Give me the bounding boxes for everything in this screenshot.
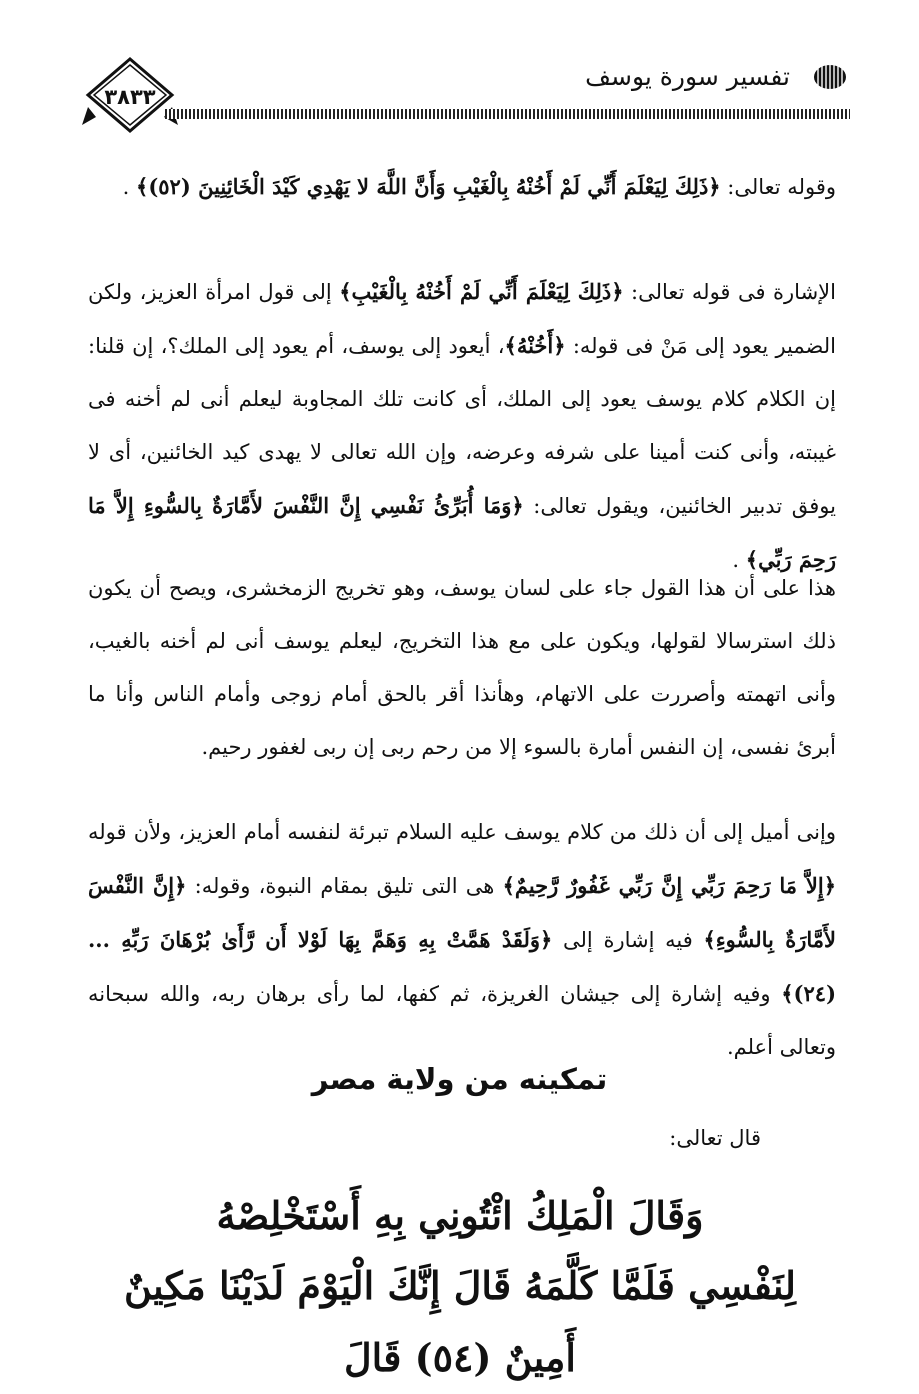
intro-line: قال تعالى: — [669, 1126, 761, 1150]
text-segment: . — [122, 175, 137, 199]
text-segment: فيه إشارة إلى — [552, 928, 704, 952]
quran-quote: ﴿إِنَّ النَّفْسَ لأَمَّارَةٌ بِالسُّوءِ﴾ — [88, 873, 836, 952]
paragraph-1 — [88, 160, 836, 214]
text-segment: وقوله تعالى: — [720, 175, 836, 199]
paragraph-2 — [88, 265, 836, 587]
running-title: تفسير سورة يوسف — [585, 62, 790, 91]
page-number: ٣٨٣٣ — [104, 85, 156, 109]
header-rule — [165, 109, 850, 119]
quran-quote: ﴿ذَلِكَ لِيَعْلَمَ أَنِّي لَمْ أَخُنْهُ بِالْغَيْبِ﴾ — [339, 279, 624, 304]
flower-ornament-icon — [810, 63, 850, 91]
page-header — [80, 55, 850, 135]
quran-quote: ﴿ذَلِكَ لِيَعْلَمَ أَنِّي لَمْ أَخُنْهُ بِالْغَيْبِ وَأَنَّ اللَّهَ لا يَهْدِي كَيْدَ الْخَائِنِينَ (٥٢)﴾ — [136, 174, 721, 199]
quran-quote: ﴿وَلَقَدْ هَمَّتْ بِهِ وَهَمَّ بِهَا لَوْلا أَن رَّأَىٰ بُرْهَانَ رَبِّهِ ... (٢٤)﴾ — [88, 927, 836, 1006]
text-segment: . — [732, 548, 746, 572]
quran-quote: ﴿إِلاَّ مَا رَحِمَ رَبِّي إِنَّ رَبِّي غَفُورٌ رَّحِيمٌ﴾ — [502, 873, 836, 898]
text-segment: ، أيعود إلى يوسف، أم يعود إلى الملك؟، إن قلنا: إن الكلام كلام يوسف يعود إلى الملك، أى كانت تلك المجاوبة ليعلم أنى لم أخنه فى غيبته، وأنى كنت أمينا على شرفه وعرضه، وإن الله تعالى لا يهدى كيد الخائنين، أى لا يوفق تدبير الخائنين، ويقول تعالى: — [88, 334, 836, 518]
quran-quote: ﴿أَخُنْهُ﴾ — [504, 333, 566, 358]
text-segment: إلى قول امرأة العزيز، ولكن الضمير يعود إلى مَنْ فى قوله: — [88, 280, 836, 358]
text-segment: هى التى تليق بمقام النبوة، وقوله: — [186, 874, 503, 898]
paragraph-3 — [88, 562, 836, 774]
verse-line-1: وَقَالَ الْمَلِكُ ائْتُونِي بِهِ أَسْتَخْلِصْهُ — [216, 1193, 704, 1238]
text-segment: وفيه إشارة إلى جيشان الغريزة، ثم كفها، لما رأى برهان ربه، والله سبحانه وتعالى أعلم. — [88, 982, 836, 1059]
text-segment: الإشارة فى قوله تعالى: — [623, 280, 836, 304]
verse-line-2: لِنَفْسِي فَلَمَّا كَلَّمَهُ قَالَ إِنَّكَ الْيَوْمَ لَدَيْنَا مَكِينٌ أَمِينٌ (٥٤) قَالَ — [124, 1263, 796, 1380]
section-heading: تمكينه من ولاية مصر — [311, 1062, 608, 1096]
text-segment: وإنى أميل إلى أن ذلك من كلام يوسف عليه السلام تبرئة لنفسه أمام العزيز، ولأن قوله — [88, 820, 836, 844]
quran-quote: ﴿وَمَا أُبَرِّئُ نَفْسِي إِنَّ النَّفْسَ لأَمَّارَةٌ بِالسُّوءِ إِلاَّ مَا رَحِمَ رَبِّي﴾ — [88, 493, 836, 572]
text-segment: هذا على أن هذا القول جاء على لسان يوسف، وهو تخريج الزمخشرى، ويصح أن يكون ذلك استرسالا لقولها، ويكون على مع هذا التخريج، ليعلم يوسف أنى لم أخنه بالغيب، وأنى اتهمته وأصررت على الاتهام، وهأنذا أقر بالحق أمام زوجى وأمام الناس وأنا ما أبرئ نفسى، إن النفس أمارة بالسوء إلا من رحم ربى إن ربى لغفور رحيم. — [88, 576, 836, 759]
paragraph-4 — [88, 806, 836, 1074]
